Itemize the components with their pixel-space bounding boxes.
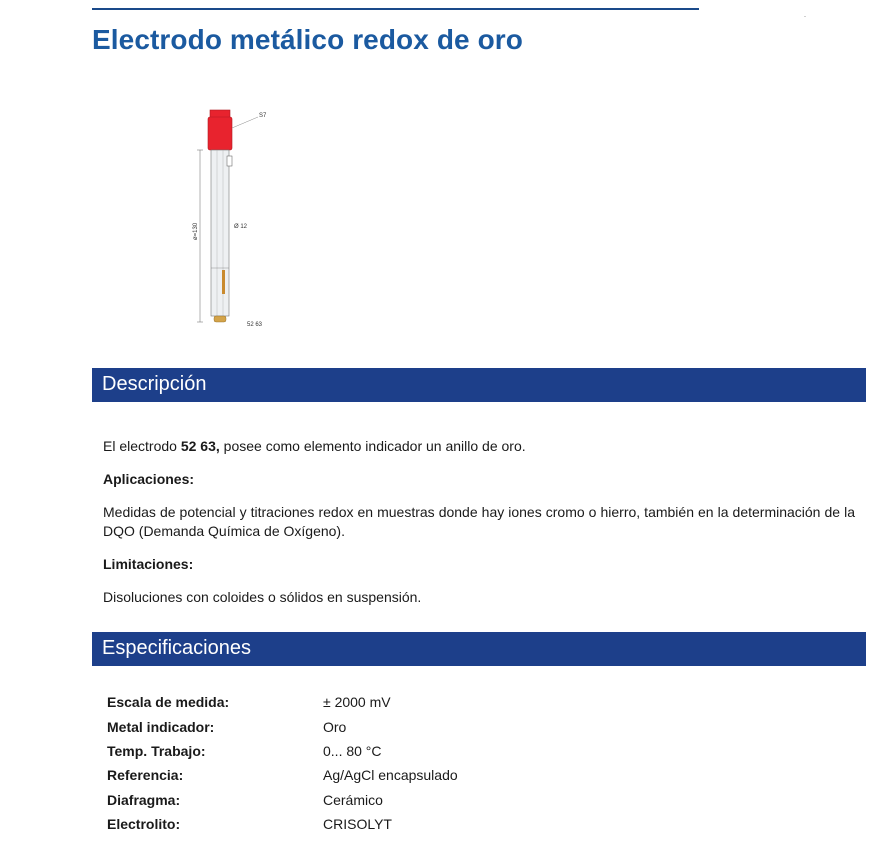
spec-value: Oro [323, 718, 347, 735]
spec-value: Ag/AgCl encapsulado [323, 767, 458, 784]
top-rule [92, 8, 699, 10]
applications-heading: Aplicaciones: [103, 471, 195, 487]
spec-label: Escala de medida: [107, 694, 230, 711]
intro-text-end: posee como elemento indicador un anillo de oro. [219, 438, 526, 454]
electrode-code: 52 63, [180, 438, 220, 454]
spec-label: Temp. Trabajo: [107, 742, 206, 759]
spec-row [107, 690, 458, 714]
section-header-description: Descripción [92, 368, 866, 402]
electrode-tip-ring [222, 270, 225, 294]
spec-row [107, 763, 458, 787]
spec-row [107, 714, 458, 738]
label-length: ø=130 [193, 222, 199, 240]
spec-label: Electrolito: [107, 816, 181, 833]
spec-value: CRISOLYT [323, 816, 392, 833]
page-title: Electrodo metálico redox de oro [92, 24, 523, 55]
electrode-drawing [180, 100, 290, 340]
limitations-heading: Limitaciones: [103, 556, 194, 572]
applications-text: Medidas de potencial y titraciones redox en muestras donde hay iones cromo o hierro, también en la determinación de la DQO (Demanda Química de Oxígeno). [103, 504, 855, 539]
spec-value: Cerámico [323, 791, 383, 808]
description-intro [103, 437, 855, 456]
spec-label: Metal indicador: [107, 718, 215, 735]
spec-label: Referencia: [107, 767, 184, 784]
electrode-shaft [211, 150, 229, 316]
limitations-text: Disoluciones con coloides o sólidos en suspensión. [103, 589, 422, 605]
label-diameter: Ø 12 [234, 224, 248, 230]
spec-row [107, 788, 458, 812]
spec-row [107, 739, 458, 763]
spec-label: Diafragma: [107, 791, 181, 808]
electrode-gold-tip [214, 316, 226, 322]
description-section [103, 437, 855, 621]
spec-row [107, 812, 458, 836]
spec-value: 0... 80 °C [323, 742, 382, 759]
corner-mark [804, 16, 806, 17]
electrode-cap-body [208, 117, 232, 150]
spec-value: ± 2000 mV [323, 694, 391, 711]
section-header-specifications: Especificaciones [92, 632, 866, 666]
label-connector: S7 [259, 113, 267, 119]
label-model: 52 63 [247, 322, 263, 328]
intro-text: El electrodo [103, 438, 181, 454]
specifications-table [107, 690, 458, 836]
